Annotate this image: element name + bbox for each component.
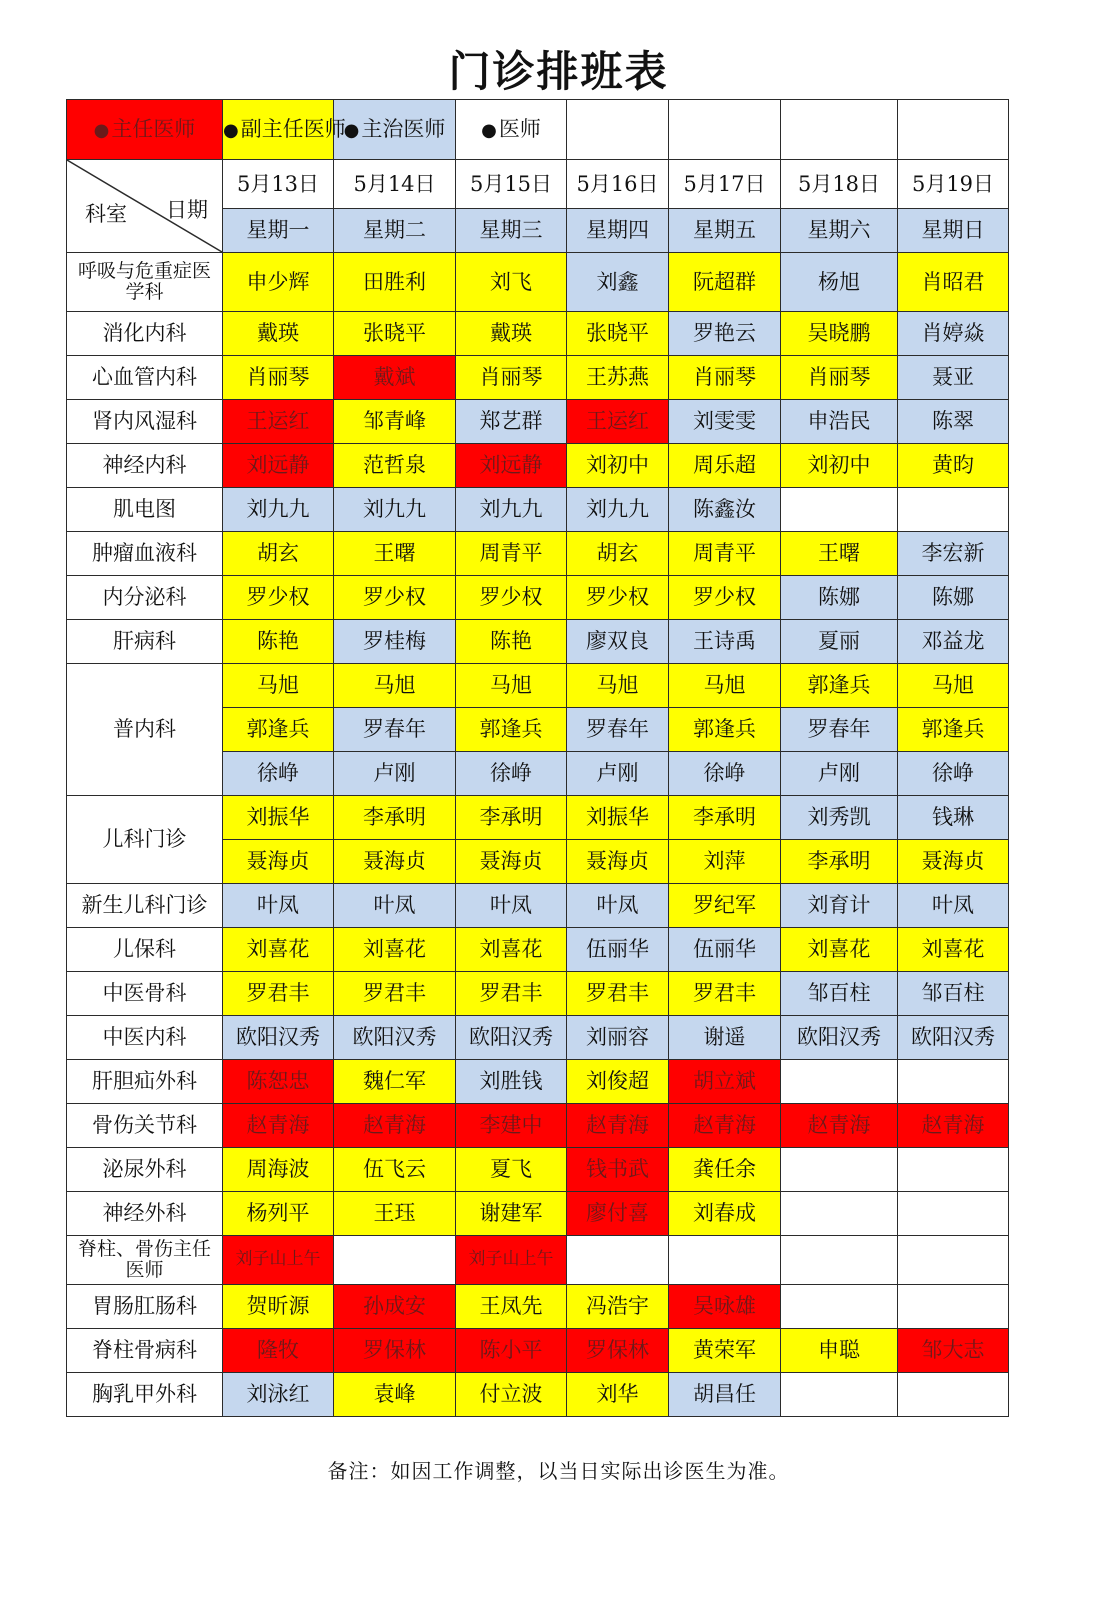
doctor-cell: 吴咏雄 xyxy=(669,1285,781,1329)
doctor-cell: 廖付喜 xyxy=(567,1192,669,1236)
doctor-cell: 罗少权 xyxy=(669,576,781,620)
doctor-cell: 赵青海 xyxy=(567,1104,669,1148)
department-name: 胸乳甲外科 xyxy=(67,1373,223,1417)
empty-cell xyxy=(781,1236,898,1285)
doctor-cell: 申浩民 xyxy=(781,400,898,444)
doctor-cell: 刘鑫 xyxy=(567,253,669,312)
department-name: 呼吸与危重症医学科 xyxy=(67,253,223,312)
doctor-cell: 吴晓鹏 xyxy=(781,312,898,356)
doctor-cell: 聂海贞 xyxy=(456,840,567,884)
weekday-cell: 星期一 xyxy=(223,209,334,253)
doctor-cell: 杨旭 xyxy=(781,253,898,312)
doctor-cell: 叶凤 xyxy=(567,884,669,928)
doctor-cell: 阮超群 xyxy=(669,253,781,312)
weekday-cell: 星期三 xyxy=(456,209,567,253)
doctor-cell: 刘九九 xyxy=(456,488,567,532)
weekday-cell: 星期六 xyxy=(781,209,898,253)
doctor-cell: 罗少权 xyxy=(223,576,334,620)
department-name: 消化内科 xyxy=(67,312,223,356)
department-row xyxy=(67,664,1009,708)
doctor-cell: 陈娜 xyxy=(898,576,1009,620)
page-title: 门诊排班表 xyxy=(448,47,669,96)
doctor-cell: 冯浩宇 xyxy=(567,1285,669,1329)
doctor-cell: 刘育计 xyxy=(781,884,898,928)
department-name: 肿瘤血液科 xyxy=(67,532,223,576)
department-row xyxy=(67,1285,1009,1329)
doctor-cell: 周海波 xyxy=(223,1148,334,1192)
doctor-cell: 黄荣军 xyxy=(669,1329,781,1373)
department-row xyxy=(67,1236,1009,1285)
doctor-cell: 李承明 xyxy=(781,840,898,884)
doctor-cell: 邓益龙 xyxy=(898,620,1009,664)
doctor-cell: 刘初中 xyxy=(781,444,898,488)
doctor-cell: 范哲泉 xyxy=(334,444,456,488)
doctor-cell: 廖双良 xyxy=(567,620,669,664)
doctor-cell: 周乐超 xyxy=(669,444,781,488)
doctor-cell: 刘春成 xyxy=(669,1192,781,1236)
doctor-cell: 罗保林 xyxy=(567,1329,669,1373)
doctor-cell: 罗纪军 xyxy=(669,884,781,928)
department-name: 骨伤关节科 xyxy=(67,1104,223,1148)
empty-cell xyxy=(334,1236,456,1285)
department-row xyxy=(67,312,1009,356)
doctor-cell: 袁峰 xyxy=(334,1373,456,1417)
department-name: 新生儿科门诊 xyxy=(67,884,223,928)
doctor-cell: 聂亚 xyxy=(898,356,1009,400)
doctor-cell: 赵青海 xyxy=(223,1104,334,1148)
doctor-cell: 李宏新 xyxy=(898,532,1009,576)
doctor-cell: 龚任余 xyxy=(669,1148,781,1192)
weekday-cell: 星期日 xyxy=(898,209,1009,253)
doctor-cell: 欧阳汉秀 xyxy=(456,1016,567,1060)
empty-cell xyxy=(898,1285,1009,1329)
department-row xyxy=(67,1329,1009,1373)
doctor-cell: 陈艳 xyxy=(223,620,334,664)
doctor-cell: 叶凤 xyxy=(898,884,1009,928)
doctor-cell: 肖丽琴 xyxy=(781,356,898,400)
department-row xyxy=(67,1148,1009,1192)
doctor-cell: 王运红 xyxy=(567,400,669,444)
empty-cell xyxy=(669,100,781,160)
department-row xyxy=(67,972,1009,1016)
doctor-cell: 王诗禹 xyxy=(669,620,781,664)
department-row xyxy=(67,620,1009,664)
empty-cell xyxy=(898,1373,1009,1417)
department-name: 肝胆疝外科 xyxy=(67,1060,223,1104)
doctor-cell: 马旭 xyxy=(456,664,567,708)
doctor-cell: 王曙 xyxy=(781,532,898,576)
doctor-cell: 王运红 xyxy=(223,400,334,444)
doctor-cell: 刘萍 xyxy=(669,840,781,884)
doctor-cell: 刘振华 xyxy=(223,796,334,840)
weekday-cell: 星期五 xyxy=(669,209,781,253)
department-row xyxy=(67,532,1009,576)
doctor-cell: 马旭 xyxy=(898,664,1009,708)
doctor-cell: 胡玄 xyxy=(567,532,669,576)
legend-associate-label: 副主任医师 xyxy=(240,117,346,142)
empty-cell xyxy=(898,1148,1009,1192)
doctor-cell: 刘丽容 xyxy=(567,1016,669,1060)
date-cell: 5月16日 xyxy=(567,160,669,209)
doctor-cell: 郭逢兵 xyxy=(669,708,781,752)
legend-attending-label: 主治医师 xyxy=(361,117,446,142)
doctor-cell: 马旭 xyxy=(669,664,781,708)
doctor-cell: 黄昀 xyxy=(898,444,1009,488)
doctor-cell: 聂海贞 xyxy=(334,840,456,884)
empty-cell xyxy=(898,100,1009,160)
empty-cell xyxy=(781,488,898,532)
department-name: 泌尿外科 xyxy=(67,1148,223,1192)
doctor-cell: 刘秀凯 xyxy=(781,796,898,840)
doctor-cell: 刘喜花 xyxy=(456,928,567,972)
doctor-cell: 肖丽琴 xyxy=(456,356,567,400)
doctor-cell: 李承明 xyxy=(334,796,456,840)
doctor-cell: 胡立斌 xyxy=(669,1060,781,1104)
doctor-cell: 周青平 xyxy=(669,532,781,576)
department-name: 神经外科 xyxy=(67,1192,223,1236)
empty-cell xyxy=(781,100,898,160)
doctor-cell: 刘喜花 xyxy=(898,928,1009,972)
doctor-cell: 郭逢兵 xyxy=(898,708,1009,752)
doctor-cell: 肖丽琴 xyxy=(223,356,334,400)
department-name: 中医内科 xyxy=(67,1016,223,1060)
department-name: 儿保科 xyxy=(67,928,223,972)
doctor-cell: 罗少权 xyxy=(334,576,456,620)
doctor-cell: 欧阳汉秀 xyxy=(223,1016,334,1060)
department-row xyxy=(67,1060,1009,1104)
doctor-cell: 卢刚 xyxy=(567,752,669,796)
doctor-cell: 赵青海 xyxy=(898,1104,1009,1148)
doctor-cell: 陈娜 xyxy=(781,576,898,620)
doctor-cell: 罗君丰 xyxy=(669,972,781,1016)
empty-cell xyxy=(898,1060,1009,1104)
doctor-cell: 欧阳汉秀 xyxy=(781,1016,898,1060)
department-name: 肌电图 xyxy=(67,488,223,532)
date-cell: 5月17日 xyxy=(669,160,781,209)
doctor-cell: 邹大志 xyxy=(898,1329,1009,1373)
department-name: 儿科门诊 xyxy=(67,796,223,884)
doctor-cell: 马旭 xyxy=(223,664,334,708)
doctor-cell: 张晓平 xyxy=(334,312,456,356)
doctor-cell: 刘振华 xyxy=(567,796,669,840)
bullet-icon: ● xyxy=(343,120,360,142)
doctor-cell: 邹百柱 xyxy=(781,972,898,1016)
doctor-cell: 谢遥 xyxy=(669,1016,781,1060)
doctor-cell: 郭逢兵 xyxy=(781,664,898,708)
doctor-cell: 陈恕忠 xyxy=(223,1060,334,1104)
legend-chief xyxy=(67,100,223,160)
doctor-cell: 赵青海 xyxy=(669,1104,781,1148)
date-cell: 5月13日 xyxy=(223,160,334,209)
doctor-cell: 刘初中 xyxy=(567,444,669,488)
doctor-cell: 刘俊超 xyxy=(567,1060,669,1104)
doctor-cell: 田胜利 xyxy=(334,253,456,312)
doctor-cell: 叶凤 xyxy=(456,884,567,928)
empty-cell xyxy=(781,1373,898,1417)
doctor-cell: 刘喜花 xyxy=(223,928,334,972)
department-name: 内分泌科 xyxy=(67,576,223,620)
date-cell: 5月15日 xyxy=(456,160,567,209)
legend-physician-label: 医师 xyxy=(498,117,541,142)
doctor-cell: 胡玄 xyxy=(223,532,334,576)
bullet-icon: ● xyxy=(223,120,239,142)
doctor-cell: 罗君丰 xyxy=(334,972,456,1016)
department-name: 肾内风湿科 xyxy=(67,400,223,444)
date-cell: 5月14日 xyxy=(334,160,456,209)
doctor-cell: 聂海贞 xyxy=(223,840,334,884)
doctor-cell: 刘泳红 xyxy=(223,1373,334,1417)
doctor-cell: 罗桂梅 xyxy=(334,620,456,664)
doctor-cell: 罗少权 xyxy=(567,576,669,620)
department-name: 肝病科 xyxy=(67,620,223,664)
department-row xyxy=(67,928,1009,972)
legend-chief-label: 主任医师 xyxy=(111,117,196,142)
doctor-cell: 徐峥 xyxy=(898,752,1009,796)
doctor-cell: 钱书武 xyxy=(567,1148,669,1192)
doctor-cell: 刘九九 xyxy=(334,488,456,532)
doctor-cell: 谢建军 xyxy=(456,1192,567,1236)
doctor-cell: 叶凤 xyxy=(223,884,334,928)
doctor-cell: 王珏 xyxy=(334,1192,456,1236)
department-row xyxy=(67,444,1009,488)
doctor-cell: 陈鑫汝 xyxy=(669,488,781,532)
doctor-cell: 李建中 xyxy=(456,1104,567,1148)
department-name: 神经内科 xyxy=(67,444,223,488)
doctor-cell: 肖昭君 xyxy=(898,253,1009,312)
doctor-cell: 罗君丰 xyxy=(223,972,334,1016)
doctor-cell: 刘飞 xyxy=(456,253,567,312)
date-cell: 5月18日 xyxy=(781,160,898,209)
doctor-cell: 戴斌 xyxy=(334,356,456,400)
department-name: 普内科 xyxy=(67,664,223,796)
doctor-cell: 邹百柱 xyxy=(898,972,1009,1016)
doctor-cell: 隆牧 xyxy=(223,1329,334,1373)
department-row xyxy=(67,1373,1009,1417)
doctor-cell: 刘子山上午 xyxy=(456,1236,567,1285)
doctor-cell: 肖丽琴 xyxy=(669,356,781,400)
doctor-cell: 卢刚 xyxy=(781,752,898,796)
department-row xyxy=(67,1104,1009,1148)
department-row xyxy=(67,796,1009,840)
empty-cell xyxy=(781,1060,898,1104)
doctor-cell: 夏丽 xyxy=(781,620,898,664)
department-name: 脊柱、骨伤主任医师 xyxy=(67,1236,223,1285)
empty-cell xyxy=(781,1285,898,1329)
doctor-cell: 伍飞云 xyxy=(334,1148,456,1192)
doctor-cell: 申少辉 xyxy=(223,253,334,312)
legend-associate xyxy=(223,100,346,160)
doctor-cell: 刘喜花 xyxy=(781,928,898,972)
doctor-cell: 聂海贞 xyxy=(898,840,1009,884)
doctor-cell: 徐峥 xyxy=(669,752,781,796)
department-row xyxy=(67,488,1009,532)
doctor-cell: 魏仁军 xyxy=(334,1060,456,1104)
doctor-cell: 杨列平 xyxy=(223,1192,334,1236)
doctor-cell: 聂海贞 xyxy=(567,840,669,884)
empty-cell xyxy=(567,1236,669,1285)
department-name: 胃肠肛肠科 xyxy=(67,1285,223,1329)
doctor-cell: 周青平 xyxy=(456,532,567,576)
doctor-cell: 张晓平 xyxy=(567,312,669,356)
department-name: 中医骨科 xyxy=(67,972,223,1016)
doctor-cell: 徐峥 xyxy=(223,752,334,796)
department-row xyxy=(67,253,1009,312)
doctor-cell: 伍丽华 xyxy=(669,928,781,972)
doctor-cell: 郭逢兵 xyxy=(223,708,334,752)
legend-row xyxy=(67,100,1009,160)
doctor-cell: 罗春年 xyxy=(781,708,898,752)
doctor-cell: 钱琳 xyxy=(898,796,1009,840)
doctor-cell: 夏飞 xyxy=(456,1148,567,1192)
weekday-cell: 星期四 xyxy=(567,209,669,253)
date-header-label: 日期 xyxy=(166,198,208,222)
doctor-cell: 刘喜花 xyxy=(334,928,456,972)
doctor-cell: 戴瑛 xyxy=(223,312,334,356)
doctor-cell: 孙成安 xyxy=(334,1285,456,1329)
doctor-cell: 卢刚 xyxy=(334,752,456,796)
doctor-cell: 胡昌任 xyxy=(669,1373,781,1417)
schedule-table xyxy=(66,99,1009,1417)
empty-cell xyxy=(669,1236,781,1285)
doctor-cell: 刘远静 xyxy=(456,444,567,488)
weekday-cell: 星期二 xyxy=(334,209,456,253)
doctor-cell: 贺昕源 xyxy=(223,1285,334,1329)
dept-header-label: 科室 xyxy=(85,201,127,226)
date-cell: 5月19日 xyxy=(898,160,1009,209)
doctor-cell: 王曙 xyxy=(334,532,456,576)
legend-physician xyxy=(456,100,567,160)
doctor-cell: 付立波 xyxy=(456,1373,567,1417)
department-name: 心血管内科 xyxy=(67,356,223,400)
doctor-cell: 马旭 xyxy=(567,664,669,708)
department-name: 脊柱骨病科 xyxy=(67,1329,223,1373)
doctor-cell: 郑艺群 xyxy=(456,400,567,444)
doctor-cell: 罗艳云 xyxy=(669,312,781,356)
department-row xyxy=(67,1192,1009,1236)
doctor-cell: 罗君丰 xyxy=(567,972,669,1016)
empty-cell xyxy=(898,488,1009,532)
empty-cell xyxy=(781,1148,898,1192)
doctor-cell: 罗君丰 xyxy=(456,972,567,1016)
doctor-cell: 李承明 xyxy=(669,796,781,840)
department-row xyxy=(67,400,1009,444)
header-corner xyxy=(67,160,223,253)
doctor-cell: 罗少权 xyxy=(456,576,567,620)
doctor-cell: 刘九九 xyxy=(223,488,334,532)
doctor-cell: 陈翠 xyxy=(898,400,1009,444)
legend-attending xyxy=(334,100,456,160)
doctor-cell: 欧阳汉秀 xyxy=(334,1016,456,1060)
doctor-cell: 申聪 xyxy=(781,1329,898,1373)
doctor-cell: 罗春年 xyxy=(567,708,669,752)
empty-cell xyxy=(898,1192,1009,1236)
doctor-cell: 戴瑛 xyxy=(456,312,567,356)
date-row xyxy=(67,160,1009,209)
empty-cell xyxy=(898,1236,1009,1285)
department-row xyxy=(67,576,1009,620)
department-row xyxy=(67,884,1009,928)
doctor-cell: 邹青峰 xyxy=(334,400,456,444)
empty-cell xyxy=(567,100,669,160)
doctor-cell: 王苏燕 xyxy=(567,356,669,400)
doctor-cell: 陈艳 xyxy=(456,620,567,664)
doctor-cell: 叶凤 xyxy=(334,884,456,928)
doctor-cell: 罗春年 xyxy=(334,708,456,752)
doctor-cell: 刘胜钱 xyxy=(456,1060,567,1104)
doctor-cell: 伍丽华 xyxy=(567,928,669,972)
doctor-cell: 刘子山上午 xyxy=(223,1236,334,1285)
doctor-cell: 刘华 xyxy=(567,1373,669,1417)
doctor-cell: 徐峥 xyxy=(456,752,567,796)
doctor-cell: 刘九九 xyxy=(567,488,669,532)
doctor-cell: 肖婷焱 xyxy=(898,312,1009,356)
bullet-icon: ● xyxy=(93,120,110,142)
doctor-cell: 赵青海 xyxy=(781,1104,898,1148)
bullet-icon: ● xyxy=(481,120,497,142)
doctor-cell: 陈小平 xyxy=(456,1329,567,1373)
empty-cell xyxy=(781,1192,898,1236)
department-row xyxy=(67,356,1009,400)
doctor-cell: 王凤先 xyxy=(456,1285,567,1329)
doctor-cell: 郭逢兵 xyxy=(456,708,567,752)
doctor-cell: 欧阳汉秀 xyxy=(898,1016,1009,1060)
doctor-cell: 刘远静 xyxy=(223,444,334,488)
doctor-cell: 赵青海 xyxy=(334,1104,456,1148)
doctor-cell: 李承明 xyxy=(456,796,567,840)
footnote: 备注：如因工作调整，以当日实际出诊医生为准。 xyxy=(327,1459,790,1483)
doctor-cell: 刘雯雯 xyxy=(669,400,781,444)
doctor-cell: 马旭 xyxy=(334,664,456,708)
department-row xyxy=(67,1016,1009,1060)
doctor-cell: 罗保林 xyxy=(334,1329,456,1373)
